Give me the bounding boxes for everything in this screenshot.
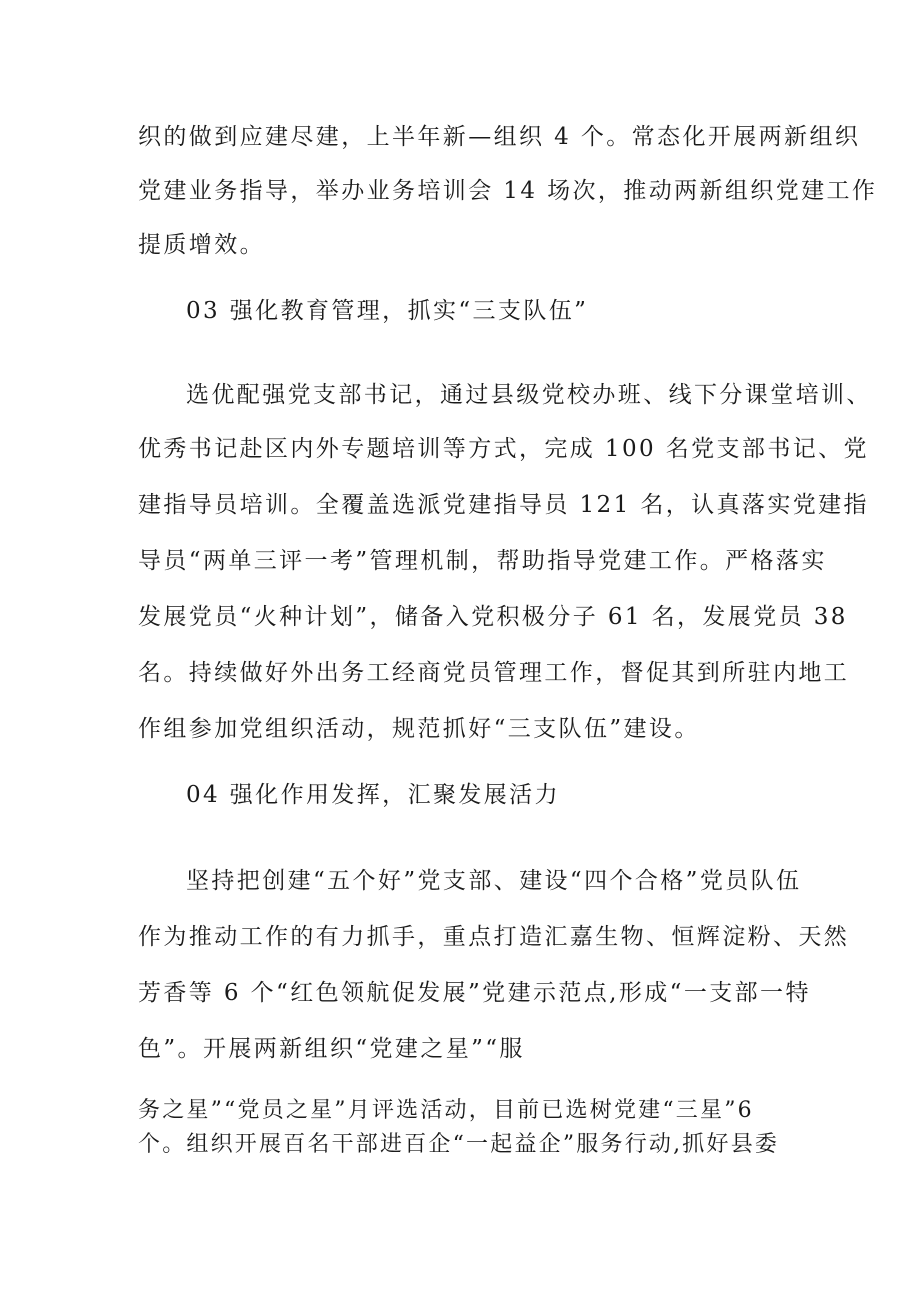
text-line: 党建业务指导，举办业务培训会 14 场次，推动两新组织党建工作 [138,178,878,204]
text-line: 色”。开展两新组织“党建之星”“服 [138,1036,525,1062]
text-line: 织的做到应建尽建，上半年新—组织 4 个。常态化开展两新组织 [138,124,861,150]
text-line: 建指导员培训。全覆盖选派党建指导员 121 名，认真落实党建指 [138,492,869,518]
text-line: 导员“两单三评一考”管理机制，帮助指导党建工作。严格落实 [138,548,827,574]
text-line: 提质增效。 [138,232,265,258]
text-line: 作为推动工作的有力抓手，重点打造汇嘉生物、恒辉淀粉、天然 [138,924,850,950]
text-line: 芳香等 6 个“红色领航促发展”党建示范点,形成“一支部一特 [138,980,811,1006]
text-line: 作组参加党组织活动，规范抓好“三支队伍”建设。 [138,716,700,742]
text-line: 个。组织开展百名干部进百企“一起益企”服务行动,抓好县委 [138,1132,780,1157]
text-line: 务之星”“党员之星”月评选活动，目前已选树党建“三星”6 [138,1098,754,1123]
text-line: 优秀书记赴区内外专题培训等方式，完成 100 名党支部书记、党 [138,436,869,462]
text-line: 选优配强党支部书记，通过县级党校办班、线下分课堂培训、 [186,382,872,408]
section-heading-04: 04 强化作用发挥，汇聚发展活力 [186,782,560,808]
text-line: 名。持续做好外出务工经商党员管理工作，督促其到所驻内地工 [138,660,850,686]
section-heading-03: 03 强化教育管理，抓实“三支队伍” [186,298,589,324]
text-line: 坚持把创建“五个好”党支部、建设“四个合格”党员队伍 [186,868,802,894]
text-line: 发展党员“火种计划”，储备入党积极分子 61 名，发展党员 38 [138,604,848,630]
